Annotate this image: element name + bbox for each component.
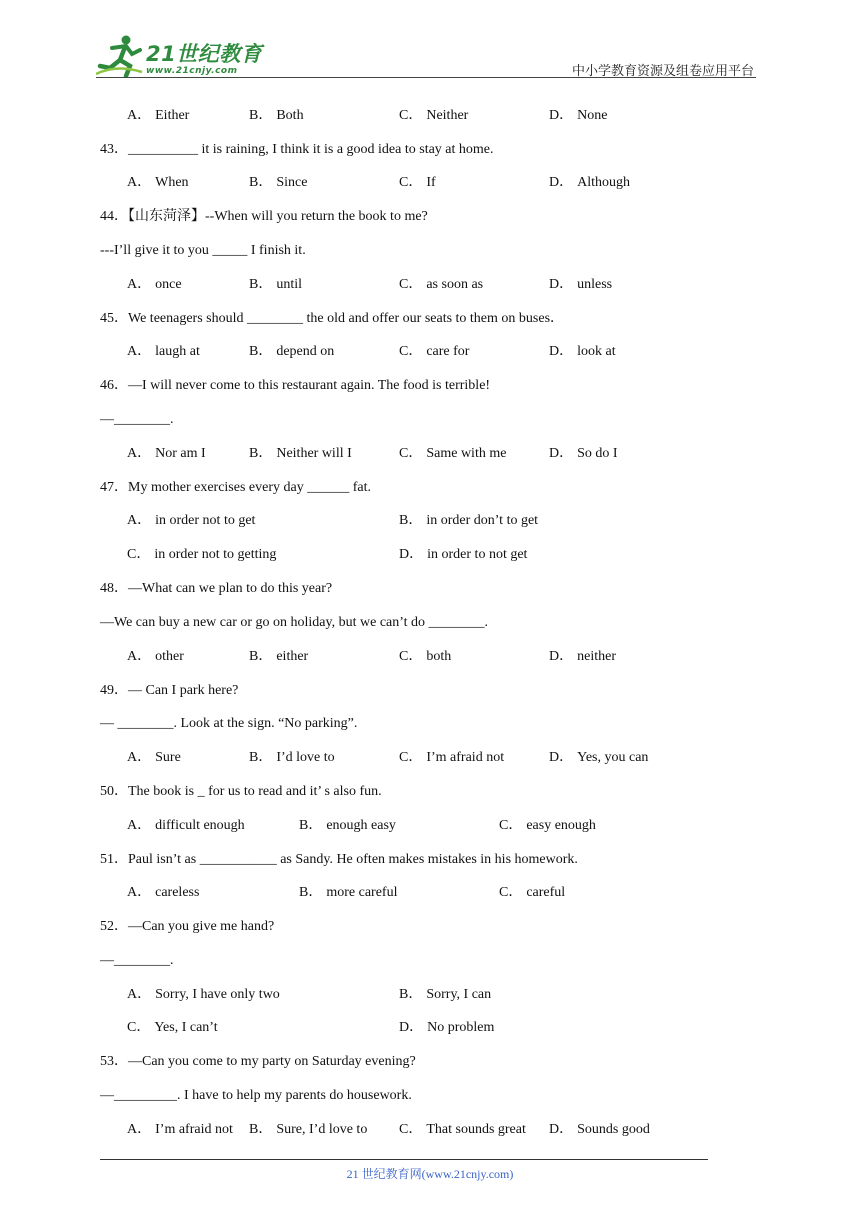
question-48-answer-line: —We can buy a new car or go on holiday, but we can’t do ________. [100,615,489,630]
question-53-answer-line: —_________. I have to help my parents do housework. [100,1088,412,1103]
question-44: 44．【山东菏泽】--When will you return the book to me? [100,209,428,224]
question-47: 47．My mother exercises every day ______ fat. [100,480,371,495]
option-d: D． Although [549,175,631,190]
option-b: B． depend on [249,344,335,359]
option-c: C． care for [399,344,470,359]
option-b: B． Both [249,108,304,123]
option-d: D． So do I [549,446,618,461]
option-a: A． laugh at [127,344,200,359]
footer-link[interactable]: 21 世纪教育网(www.21cnjy.com) [346,1167,514,1181]
question-45: 45．We teenagers should ________ the old and offer our seats to them on buses． [100,311,565,326]
option-c: C． careful [499,885,566,900]
question-48: 48．—What can we plan to do this year? [100,581,333,596]
option-c: C． Neither [399,108,469,123]
option-d: D． unless [549,277,613,292]
question-46-answer-line: —________. [100,412,174,427]
option-b: B． either [249,649,309,664]
option-b: B． Neither will I [249,446,352,461]
header-divider [96,77,756,78]
option-b: B． Sure, I’d love to [249,1122,368,1137]
runner-logo-icon [96,34,144,78]
option-c: C． as soon as [399,277,484,292]
question-52-answer-line: —________. [100,953,174,968]
question-44-answer-line: ---I’ll give it to you _____ I finish it. [100,243,306,258]
question-53: 53．—Can you come to my party on Saturday evening? [100,1054,416,1069]
question-46: 46．—I will never come to this restaurant again. The food is terrible! [100,378,491,393]
option-d: D． look at [549,344,616,359]
logo [96,34,266,78]
option-d: D． No problem [399,1020,495,1035]
page-header [96,30,756,80]
option-a: A． in order not to get [127,513,256,528]
logo-url: www.21cnjy.com [146,66,238,76]
question-52: 52．—Can you give me hand? [100,919,275,934]
option-c: C． easy enough [499,818,596,833]
option-a: A． When [127,175,189,190]
option-c: C． If [399,175,436,190]
option-a: A． other [127,649,184,664]
option-c: C． Same with me [399,446,507,461]
option-b: B． Sorry, I can [399,987,492,1002]
question-50: 50．The book is _ for us to read and it’ s also fun. [100,784,382,799]
option-c: C． Yes, I can’t [127,1020,218,1035]
option-a: A． Nor am I [127,446,206,461]
option-a: A． careless [127,885,200,900]
option-c: C． in order not to getting [127,547,277,562]
option-d: D． Yes, you can [549,750,649,765]
option-c: C． I’m afraid not [399,750,505,765]
option-b: B． until [249,277,303,292]
option-a: A． once [127,277,182,292]
option-d: D． neither [549,649,616,664]
option-d: D． in order to not get [399,547,528,562]
question-51: 51．Paul isn’t as ___________ as Sandy. He often makes mistakes in his homework. [100,852,578,867]
option-d: D． Sounds good [549,1122,650,1137]
question-49-answer-line: — ________. Look at the sign. “No parking”. [100,716,358,731]
question-43: 43．__________ it is raining, I think it is a good idea to stay at home. [100,142,494,157]
option-b: B． in order don’t to get [399,513,539,528]
header-platform-text: 中小学教育资源及组卷应用平台 [571,63,754,78]
option-a: A． I’m afraid not [127,1122,233,1137]
option-b: B． Since [249,175,308,190]
question-49: 49．— Can I park here? [100,683,239,698]
option-d: D． None [549,108,608,123]
option-b: B． I’d love to [249,750,335,765]
option-a: A． Either [127,108,190,123]
logo-wordmark: 21世纪教育 [146,42,263,66]
footer-divider [100,1159,708,1160]
option-b: B． more careful [299,885,398,900]
option-a: A． Sure [127,750,181,765]
option-c: C． both [399,649,452,664]
option-a: A． Sorry, I have only two [127,987,280,1002]
option-b: B． enough easy [299,818,396,833]
option-c: C． That sounds great [399,1122,526,1137]
option-a: A． difficult enough [127,818,245,833]
